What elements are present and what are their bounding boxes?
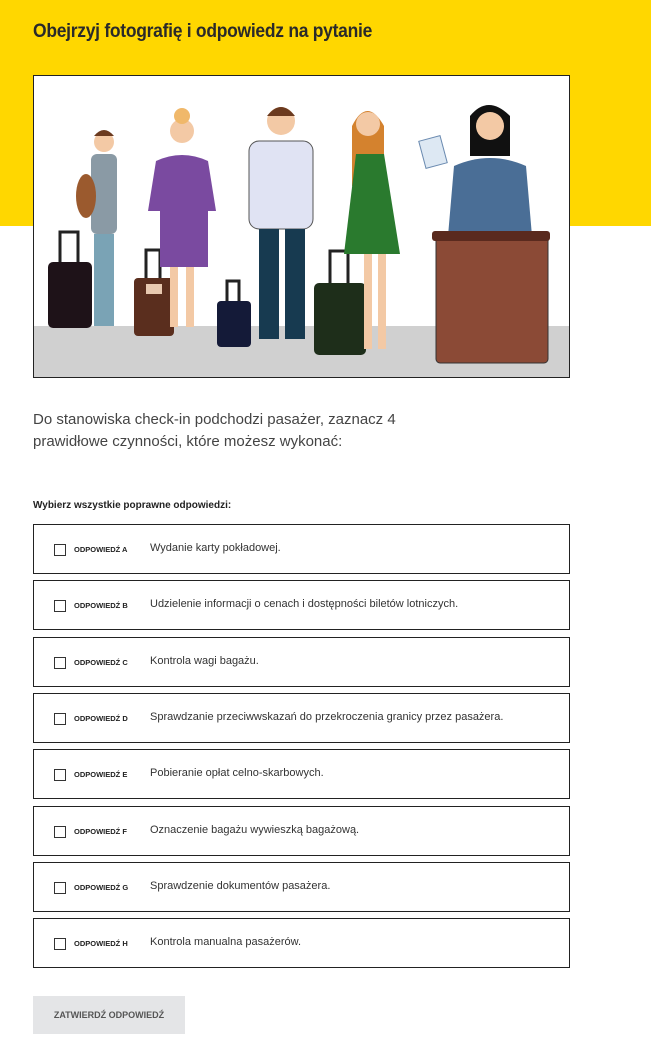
checkbox[interactable] bbox=[54, 600, 66, 612]
option-text: Kontrola wagi bagażu. bbox=[150, 655, 259, 667]
option-label: ODPOWIEDŹ A bbox=[74, 545, 128, 554]
answer-option-d[interactable] bbox=[33, 693, 570, 743]
option-text: Sprawdzanie przeciwwskazań do przekroczenia granicy przez pasażera. bbox=[150, 711, 504, 723]
checkbox[interactable] bbox=[54, 657, 66, 669]
option-text: Sprawdzenie dokumentów pasażera. bbox=[150, 880, 331, 892]
checkbox[interactable] bbox=[54, 938, 66, 950]
checkbox[interactable] bbox=[54, 826, 66, 838]
checkbox[interactable] bbox=[54, 544, 66, 556]
answer-option-b[interactable] bbox=[33, 580, 570, 630]
option-label: ODPOWIEDŹ H bbox=[74, 939, 128, 948]
checkbox[interactable] bbox=[54, 882, 66, 894]
option-text: Oznaczenie bagażu wywieszką bagażową. bbox=[150, 824, 360, 836]
answer-option-c[interactable] bbox=[33, 637, 570, 687]
answer-option-e[interactable] bbox=[33, 749, 570, 799]
question-text: Do stanowiska check-in podchodzi pasażer, zaznacz 4 prawidłowe czynności, które możesz wykonać: bbox=[33, 411, 396, 450]
instruction-text: Wybierz wszystkie poprawne odpowiedzi: bbox=[33, 500, 232, 511]
answer-option-h[interactable] bbox=[33, 918, 570, 968]
answer-option-g[interactable] bbox=[33, 862, 570, 912]
option-label: ODPOWIEDŹ B bbox=[74, 601, 128, 610]
submit-answer-button[interactable]: ZATWIERDŹ ODPOWIEDŹ bbox=[33, 996, 185, 1034]
option-text: Kontrola manualna pasażerów. bbox=[150, 936, 302, 948]
option-label: ODPOWIEDŹ D bbox=[74, 714, 128, 723]
page-title: Obejrzyj fotografię i odpowiedz na pytanie bbox=[33, 21, 373, 42]
option-label: ODPOWIEDŹ G bbox=[74, 883, 129, 892]
option-label: ODPOWIEDŹ E bbox=[74, 770, 128, 779]
checkbox[interactable] bbox=[54, 713, 66, 725]
option-text: Wydanie karty pokładowej. bbox=[150, 542, 281, 554]
option-label: ODPOWIEDŹ F bbox=[74, 827, 127, 836]
checkbox[interactable] bbox=[54, 769, 66, 781]
option-text: Pobieranie opłat celno-skarbowych. bbox=[150, 767, 324, 779]
answer-option-a[interactable] bbox=[33, 524, 570, 574]
answer-option-f[interactable] bbox=[33, 806, 570, 856]
option-label: ODPOWIEDŹ C bbox=[74, 658, 128, 667]
check-in-illustration bbox=[33, 75, 570, 378]
option-text: Udzielenie informacji o cenach i dostępności biletów lotniczych. bbox=[150, 598, 459, 610]
